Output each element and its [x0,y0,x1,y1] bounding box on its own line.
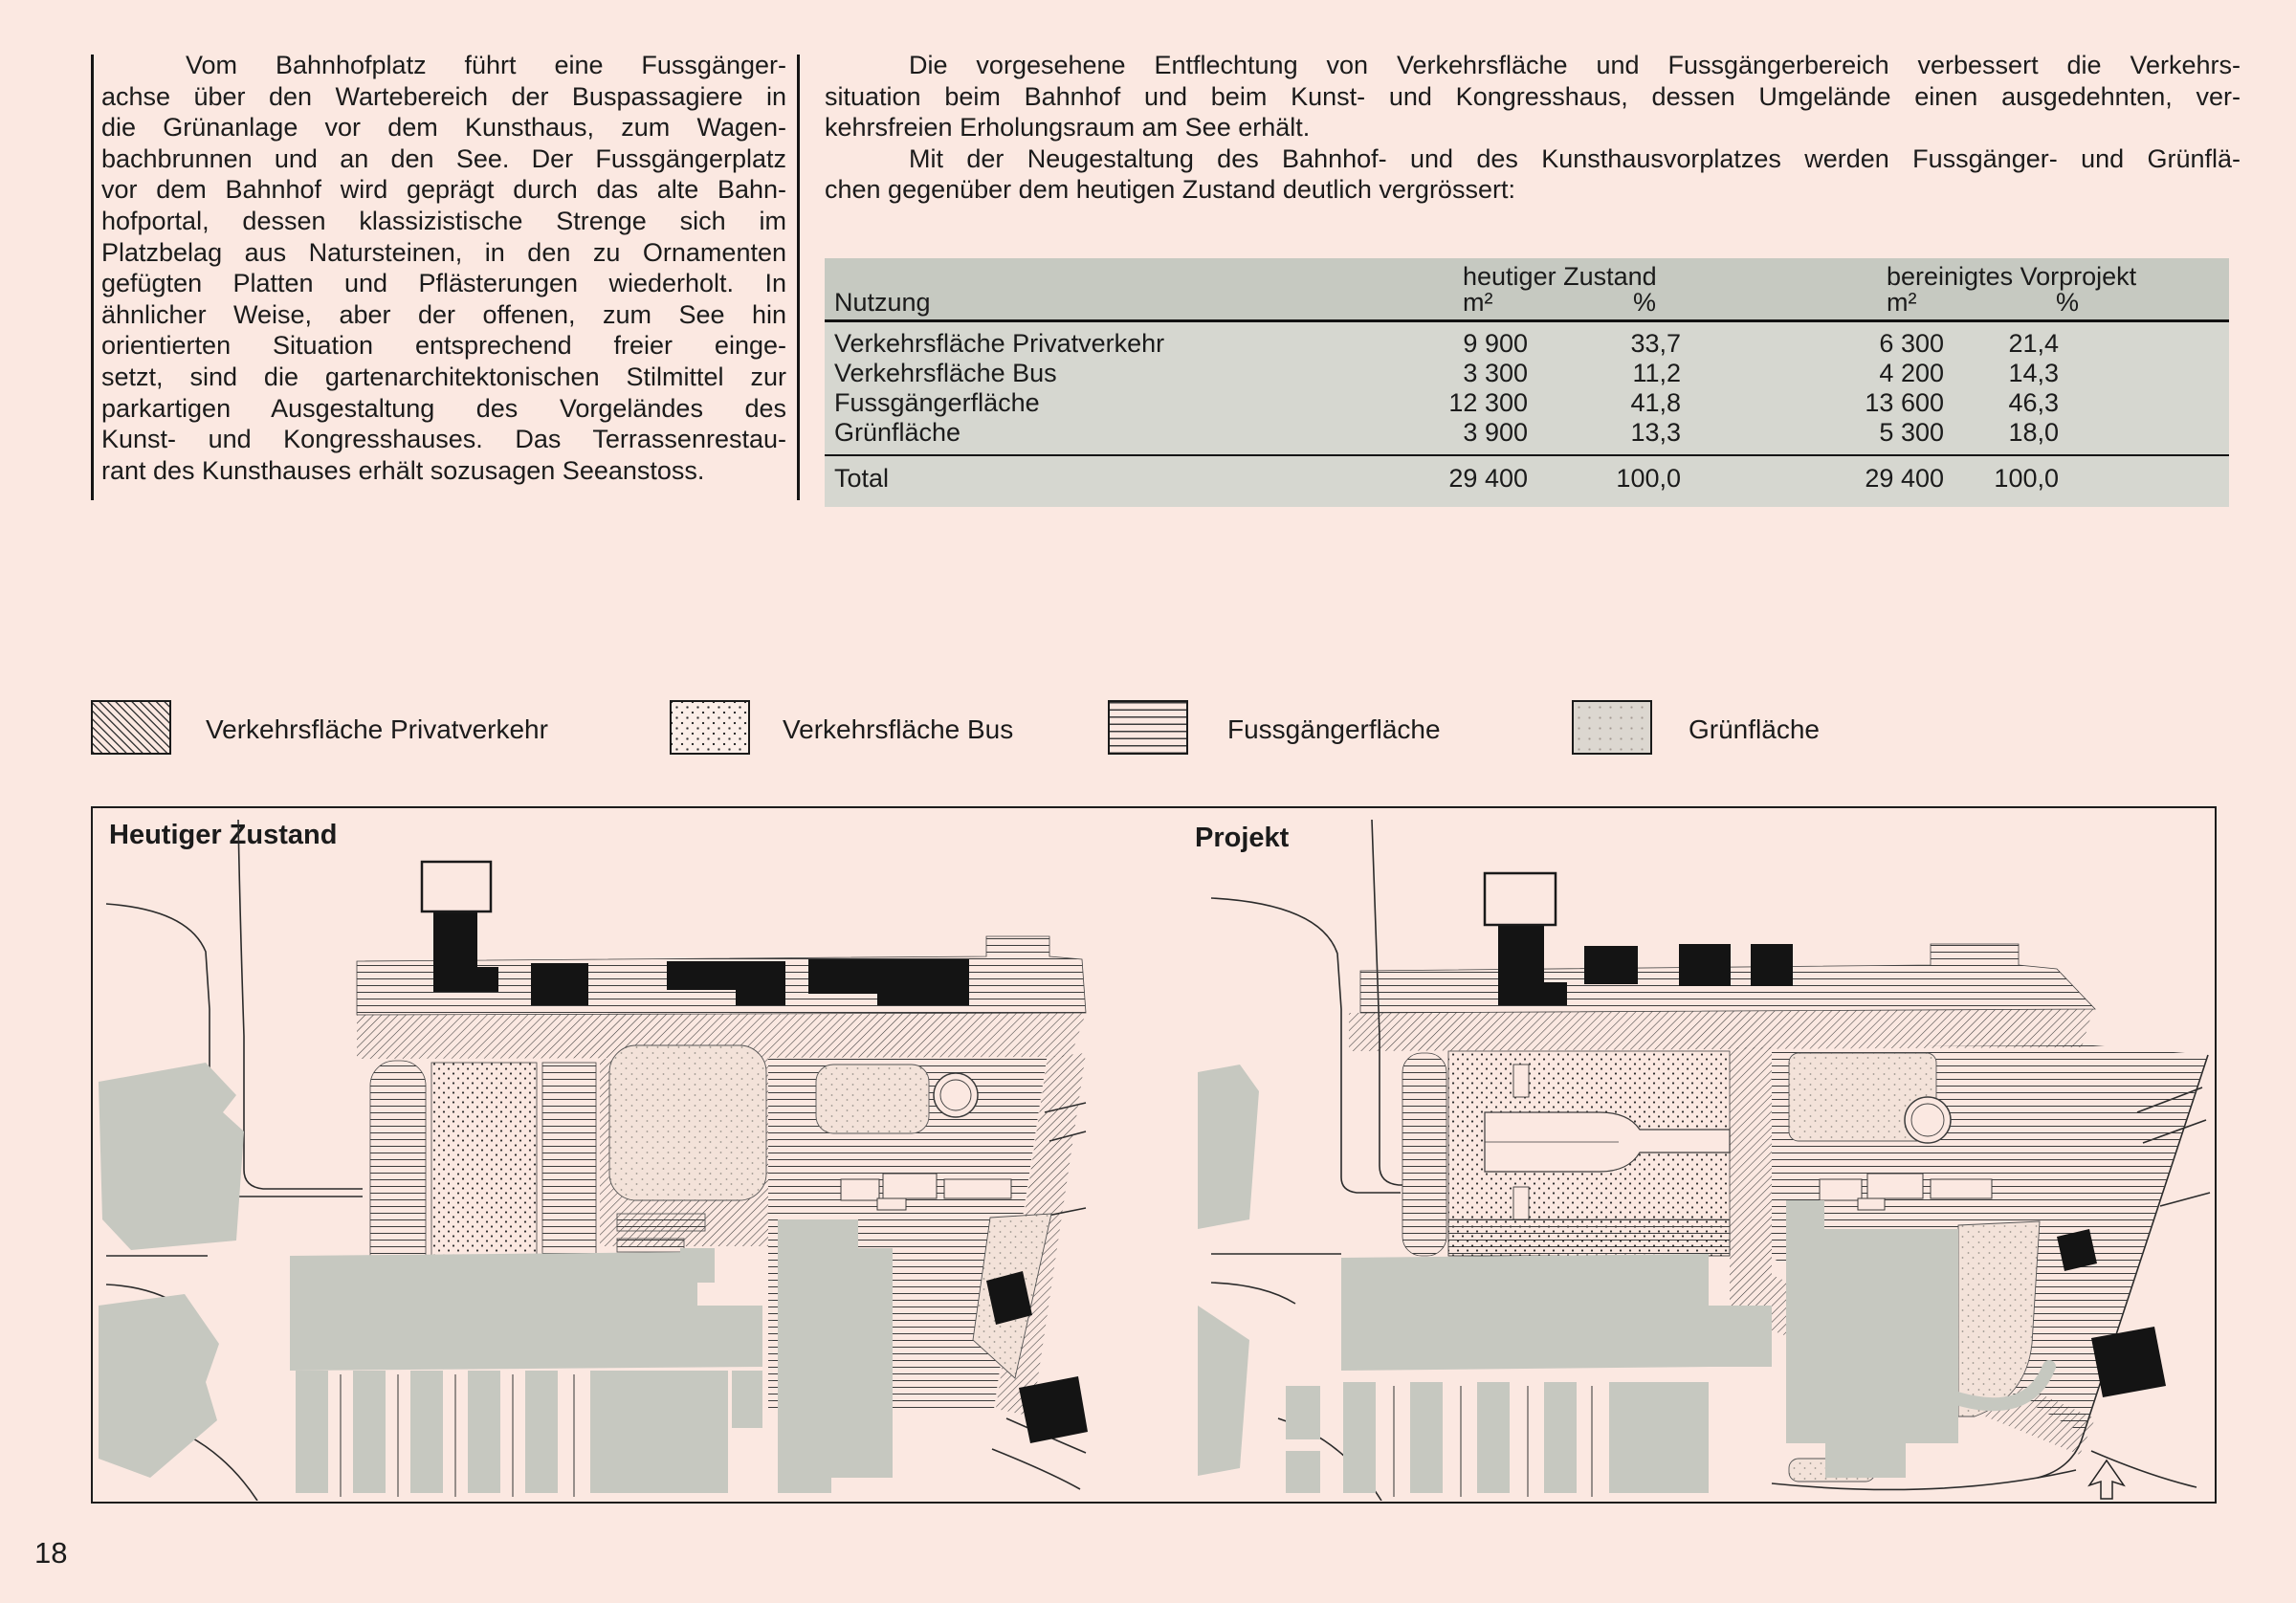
row-value: 46,3 [2008,388,2059,417]
city-blocks [99,1063,244,1478]
row-value: 9 900 [1463,329,1528,358]
body-text-line: Kunst- und Kongresshauses. Das Terrassenrestau- [101,425,786,454]
legend-label: Verkehrsfläche Privatverkehr [206,714,548,744]
row-value: 41,8 [1630,388,1681,417]
table-row [825,358,2229,387]
legend-swatch-privatverkehr [91,700,171,755]
station-building [290,1252,762,1493]
bus-terminal [1402,1051,1730,1256]
table-row [825,328,2229,358]
site-plan-projekt [1198,808,2214,1501]
page-number: 18 [34,1536,68,1570]
column-divider-rule [797,55,800,500]
row-label: Total [834,464,890,493]
row-value: 6 300 [1879,329,1944,358]
left-map-title: Heutiger Zustand [109,820,338,850]
row-value: 100,0 [1616,464,1681,493]
body-text-line: die Grünanlage vor dem Kunsthaus, zum Wagen- [101,113,786,143]
body-text-line: Platzbelag aus Natursteinen, in den zu Ornamenten [101,237,786,267]
table-row [825,387,2229,417]
land-use-table [825,258,2229,507]
body-text-line: gefügten Platten und Pflästerungen wiederholt. In [101,269,786,298]
body-text-line: Vom Bahnhofplatz führt eine Fussgänger- [186,51,786,79]
legend-label: Grünfläche [1689,714,1820,744]
site-plan-heutiger-zustand [93,808,1088,1501]
row-value: 29 400 [1865,464,1944,493]
row-value: 18,0 [2008,418,2059,447]
lake-arrow [2089,1460,2124,1499]
row-label: Fussgängerfläche [834,388,1040,417]
table-header-unit: m² [1463,288,1493,317]
body-text-line: setzt, sind die gartenarchitektonischen Stilmittel zur [101,362,786,391]
row-value: 3 900 [1463,418,1528,447]
row-value: 12 300 [1448,388,1528,417]
row-label: Verkehrsfläche Privatverkehr [834,329,1165,358]
body-text-line: situation beim Bahnhof und beim Kunst- und Kongresshaus, dessen Umgelände einen ausgedehnten, ver- [825,81,2241,111]
row-label: Grünfläche [834,418,961,447]
body-text-line: ähnlicher Weise, aber der offenen, zum See hin [101,299,786,329]
body-text-line: Die vorgesehene Entflechtung von Verkehrsfläche und Fussgängerbereich verbessert die Verkehrs- [909,51,2241,79]
body-text-line: achse über den Wartebereich der Buspassagiere in [101,81,786,111]
left-column-rule [91,55,94,500]
body-text-line: vor dem Bahnhof wird geprägt durch das alte Bahn- [101,175,786,205]
station-portal-outline [1485,873,1556,925]
station-portal-outline [422,862,491,911]
row-value: 3 300 [1463,359,1528,387]
table-header-group1: heutiger Zustand [1463,262,1657,291]
left-text-column [101,50,786,486]
station-building [1286,1254,1772,1493]
legend-swatch-gruenflaeche [1572,700,1652,755]
legend-label: Fussgängerfläche [1227,714,1441,744]
row-value: 13 600 [1865,388,1944,417]
row-value: 100,0 [1994,464,2059,493]
table-header-nutzung: Nutzung [834,288,931,317]
row-value: 11,2 [1632,359,1681,387]
body-text-line: parkartigen Ausgestaltung des Vorgeländes des [101,393,786,423]
table-body [825,322,2229,507]
right-text-column [825,50,2241,206]
table-header-unit: m² [1887,288,1917,317]
site-plans-panel [91,806,2217,1504]
row-value: 33,7 [1630,329,1681,358]
right-map-title: Projekt [1195,823,1290,853]
row-value: 13,3 [1630,418,1681,447]
body-text-line: kehrsfreien Erholungsraum am See erhält. [825,113,1311,143]
body-text-line: Mit der Neugestaltung des Bahnhof- und des Kunsthausvorplatzes werden Fussgänger- und Grünflä- [909,143,2241,173]
row-label: Verkehrsfläche Bus [834,359,1057,387]
table-header [825,258,2229,322]
legend-label: Verkehrsfläche Bus [783,714,1014,744]
table-row [825,417,2229,447]
row-value: 5 300 [1879,418,1944,447]
legend-swatch-fussgaenger [1108,700,1188,755]
body-text-line: orientierten Situation entsprechend freier einge- [101,331,786,361]
row-value: 14,3 [2008,359,2059,387]
table-total-row [825,454,2229,497]
body-text-line: rant des Kunsthauses erhält sozusagen Seeanstoss. [101,455,705,485]
legend-swatch-bus [670,700,750,755]
row-value: 29 400 [1448,464,1528,493]
body-text-line: bachbrunnen und an den See. Der Fussgängerplatz [101,143,786,173]
kunsthaus-building [1786,1200,1958,1478]
body-text-line: chen gegenüber dem heutigen Zustand deutlich vergrössert: [825,175,1515,205]
table-header-unit: % [1633,288,1657,317]
table-header-unit: % [2056,288,2080,317]
body-text-line: hofportal, dessen klassizistische Strenge sich im [101,206,786,235]
city-blocks [1198,1065,1259,1476]
table-header-group2: bereinigtes Vorprojekt [1887,262,2137,291]
row-value: 21,4 [2008,329,2059,358]
row-value: 4 200 [1879,359,1944,387]
